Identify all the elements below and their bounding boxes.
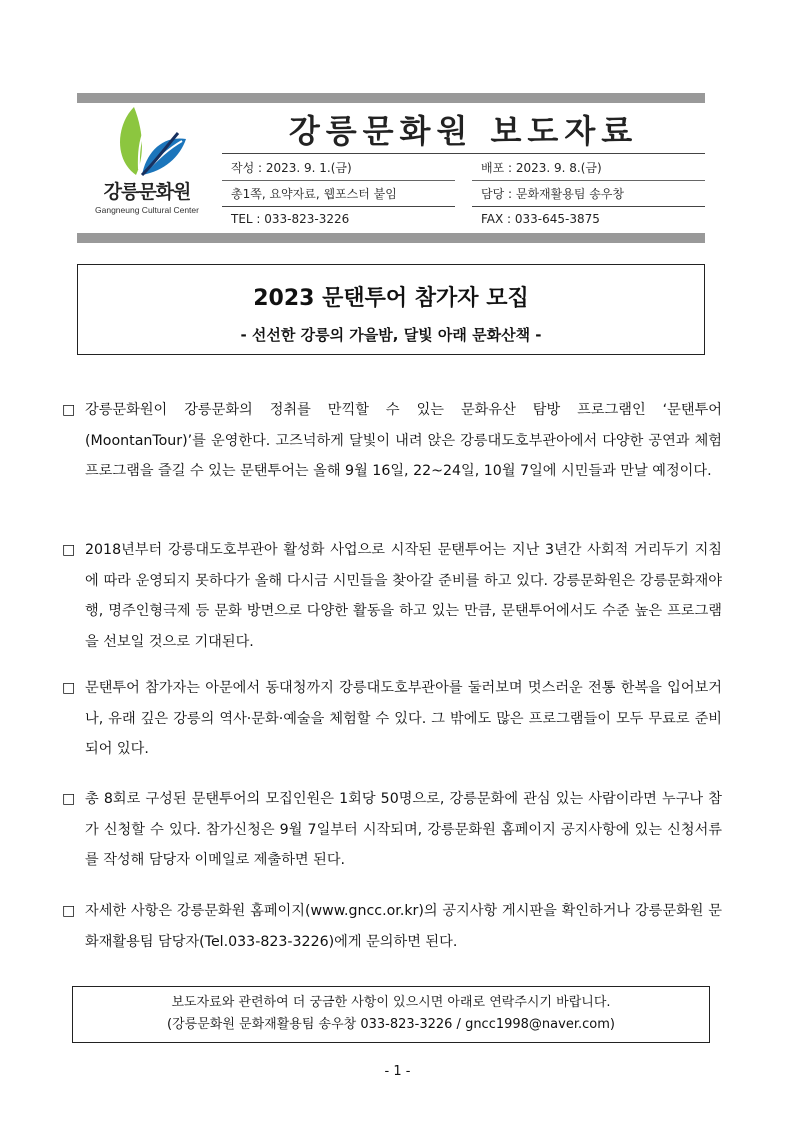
logo-name-english: Gangneung Cultural Center bbox=[95, 205, 199, 215]
paragraph-text: 총 8회로 구성된 문탠투어의 모집인원은 1회당 50명으로, 강릉문화에 관심 있는 사람이라면 누구나 참가 신청할 수 있다. 참가신청은 9월 7일부터 시작되며, 강릉문화원 홈페이지 공지사항에 있는 신청서류를 작성해 담당자 이메일로 제출하면 된다. bbox=[85, 791, 722, 868]
contact-box bbox=[72, 986, 710, 1043]
checkbox-bullet-icon: □ bbox=[62, 402, 76, 418]
meta-rule-mid2b bbox=[472, 206, 705, 207]
checkbox-bullet-icon: □ bbox=[62, 680, 76, 696]
page-number: - 1 - bbox=[384, 1064, 411, 1079]
checkbox-bullet-icon: □ bbox=[62, 791, 76, 807]
body-paragraph bbox=[62, 673, 722, 765]
written-date: 작성 : 2023. 9. 1.(금) bbox=[231, 161, 352, 175]
distribution-date: 배포 : 2023. 9. 8.(금) bbox=[481, 161, 602, 175]
logo-name-korean: 강릉문화원 bbox=[103, 181, 191, 203]
organization-logo bbox=[82, 105, 212, 233]
body-paragraph bbox=[62, 784, 722, 876]
paragraph-text: 문탠투어 참가자는 아문에서 동대청까지 강릉대도호부관아를 둘러보며 멋스러운 전통 한복을 입어보거나, 유래 깊은 강릉의 역사·문화·예술을 체험할 수 있다. 그 밖에도 많은 프로그램들이 모두 무료로 준비되어 있다. bbox=[85, 680, 722, 757]
meta-rule-mid1b bbox=[472, 180, 705, 181]
body-paragraph bbox=[62, 896, 722, 957]
headline: 2023 문탠투어 참가자 모집 bbox=[253, 286, 529, 311]
meta-rule-mid1 bbox=[222, 180, 455, 181]
checkbox-bullet-icon: □ bbox=[62, 903, 76, 919]
header-bottom-bar bbox=[77, 233, 705, 243]
fax: FAX : 033-645-3875 bbox=[481, 212, 600, 226]
telephone: TEL : 033-823-3226 bbox=[231, 212, 350, 226]
attachments-info: 총1쪽, 요약자료, 웹포스터 붙임 bbox=[231, 187, 397, 201]
contact-line-1: 보도자료와 관련하여 더 궁금한 사항이 있으시면 아래로 연락주시기 바랍니다. bbox=[171, 995, 611, 1010]
checkbox-bullet-icon: □ bbox=[62, 542, 76, 558]
headline-box bbox=[77, 264, 705, 355]
paragraph-text: 자세한 사항은 강릉문화원 홈페이지(www.gncc.or.kr)의 공지사항 게시판을 확인하거나 강릉문화원 문화재활용팀 담당자(Tel.033-823-3226)에게 문의하면 된다. bbox=[85, 903, 722, 950]
contact-person: 담당 : 문화재활용팀 송우창 bbox=[481, 187, 624, 201]
header-top-bar bbox=[77, 93, 705, 103]
subheadline: - 선선한 강릉의 가을밤, 달빛 아래 문화산책 - bbox=[240, 326, 542, 344]
body-paragraph bbox=[62, 395, 722, 487]
paragraph-text: 강릉문화원이 강릉문화의 정취를 만끽할 수 있는 문화유산 탐방 프로그램인 ‘문탠투어(MoontanTour)’를 운영한다. 고즈넉하게 달빛이 내려 앉은 강릉대도호부관아에서 다양한 공연과 체험 프로그램을 즐길 수 있는 문탠투어는 올해 9월 16일, 22~24일, 10월 7일에 시민들과 만날 예정이다. bbox=[85, 402, 722, 479]
body-paragraph bbox=[62, 535, 722, 657]
leaf-logo-icon bbox=[106, 105, 188, 177]
meta-rule-top bbox=[222, 153, 705, 154]
paragraph-text: 2018년부터 강릉대도호부관아 활성화 사업으로 시작된 문탠투어는 지난 3년간 사회적 거리두기 지침에 따라 운영되지 못하다가 올해 다시금 시민들을 찾아갈 준비를 하고 있다. 강릉문화원은 강릉문화재야행, 명주인형극제 등 문화 방면으로 다양한 활동을 하고 있는 만큼, 문탠투어에서도 수준 높은 프로그램을 선보일 것으로 기대된다. bbox=[85, 542, 722, 650]
press-release-title: 강릉문화원 보도자료 bbox=[288, 112, 639, 150]
meta-rule-mid2 bbox=[222, 206, 455, 207]
contact-line-2: (강릉문화원 문화재활용팀 송우창 033-823-3226 / gncc1998@naver.com) bbox=[167, 1017, 615, 1032]
